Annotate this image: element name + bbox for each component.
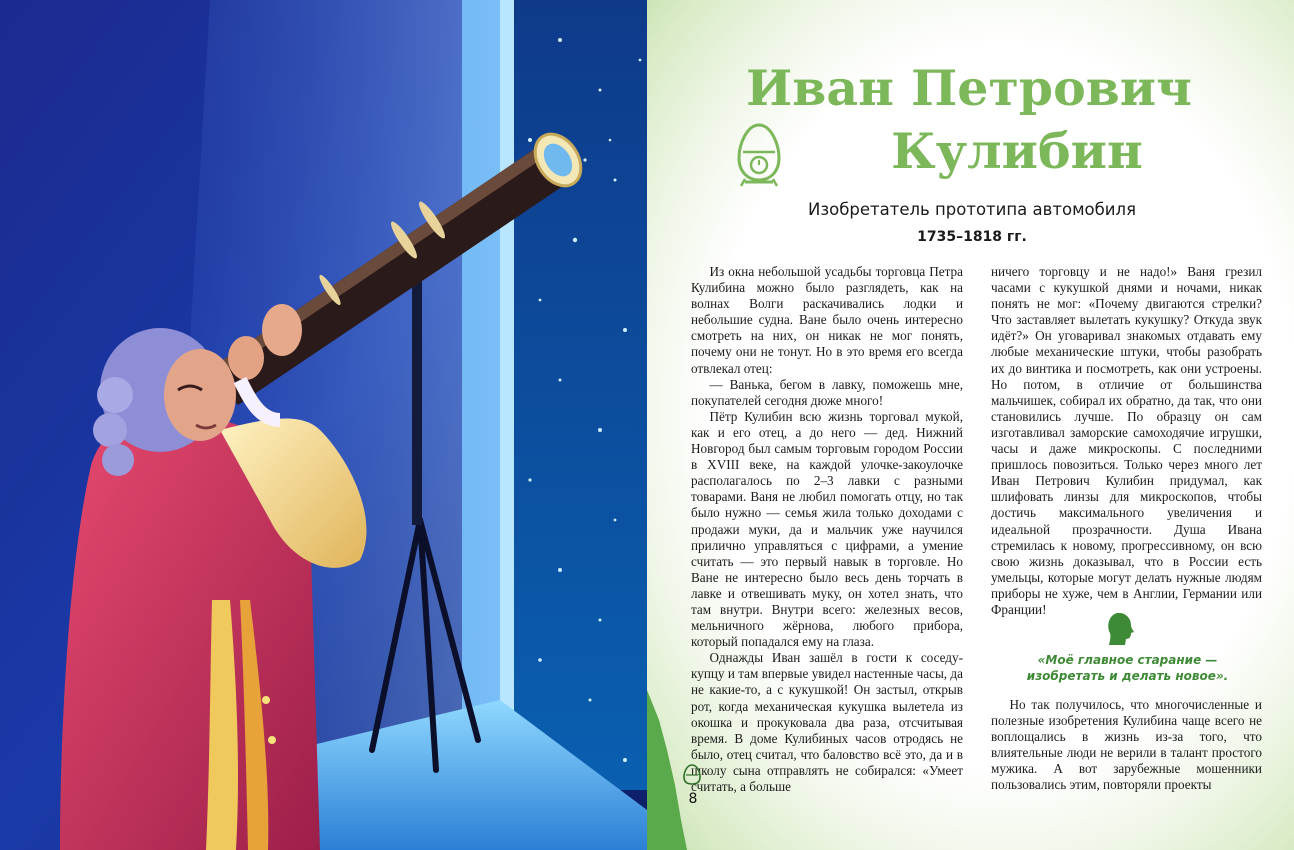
text-column-right [991,264,1262,618]
quote-line: «Моё главное старание — [1037,653,1218,667]
page-title-line-2: Кулибин [891,122,1143,180]
paragraph: — Ванька, бегом в лавку, поможешь мне, покупателей сегодня дюже много! [691,376,963,408]
page-title-line-1: Иван Петрович [745,59,1193,117]
subtitle: Изобретатель прототипа автомобиля [807,200,1136,219]
egg-clock-icon [735,122,783,188]
text-column-left [691,264,963,795]
corner-decoration [647,690,687,850]
paragraph: Из окна небольшой усадьбы торговца Петра Кулибина можно было разглядеть, как на волнах Волги раскачивались лодки и небольшие судна. Ване было очень интересно смотреть на них, он никак не мог понять, почему они не тонут. Но в это время его всегда отвлекал отец: [691,264,963,376]
page-number: 8 [688,791,698,807]
silhouette-profile-icon [1103,611,1139,647]
quote [995,652,1260,684]
paragraph: Пётр Кулибин всю жизнь торговал мукой, как и его отец, а до него — дед. Нижний Новгород был самым торговым городом России в XVIII веке, на каждой улочке-закоулочке располагалось по 2–3 лавки с разными товарами. Ваня не любил помогать отцу, но так было нужно — семья жила только доходами с продажи муки, да и мальчик уже научился прилично управляться с цифрами, а умение считать — это первый навык в торговле. Но Ване не интересно было весь день торчать в лавке и отвешивать муку, он хотел знать, что там внутри. Внутри всего: железных весов, мельничного жёрнова, любого прибора, который попадался ему на глаза. [691,408,963,650]
paragraph: ничего торговцу и не надо!» Ваня грезил часами с кукушкой днями и ночами, никак понять не мог: «Почему двигаются стрелки? Что заставляет вылетать кукушку? Откуда звук идёт?» Он уговаривал знакомых отдавать ему любые механические штуки, чтобы разобрать их до винтика и посмотреть, как они устроены. Но потом, в отличие от большинства мальчишек, собирал их обратно, да так, что они становились лучше. По образцу он сам изготавливал заморские самоходячие игрушки, часы и даже микроскопы. С последними пришлось повозиться. Только через много лет Иван Петрович Кулибин придумал, как шлифовать линзы для микроскопов, чтобы достичь максимального увеличения и идеальной прозрачности. Душа Ивана стремилась к новому, прогрессивному, он всю свою жизнь доказывал, что в России есть умельцы, которые могут делать нужные людям приборы не хуже, чем в Англии, Германии или Франции! [991,264,1262,617]
paragraph: Однажды Иван зашёл в гости к соседу-купцу и там впервые увидел настенные часы, да не какие-то, а с кукушкой! Он застыл, открыв рот, когда механическая кукушка вылетела из окошка и прокуковала два раза, отсчитывая время. В доме Кулибиных часов отродясь не было, отец считал, что баловство всё это, да и в школу сына отправлять не собирался: «Умеет считать, а больше [691,650,963,794]
text-column-right-bottom [991,697,1262,794]
egg-clock-small-icon [683,764,701,786]
paragraph: Но так получилось, что многочисленные и полезные изобретения Кулибина чаще всего не воплощались в жизнь из-за того, что влиятельные люди не верили в талант простого мужика. А вот зарубежные мошенники пользовались этим, повторяли проекты [991,697,1262,793]
life-years: 1735–1818 гг. [917,229,1027,245]
text-page [647,0,1294,850]
quote-line: изобретать и делать новое». [1026,669,1229,683]
